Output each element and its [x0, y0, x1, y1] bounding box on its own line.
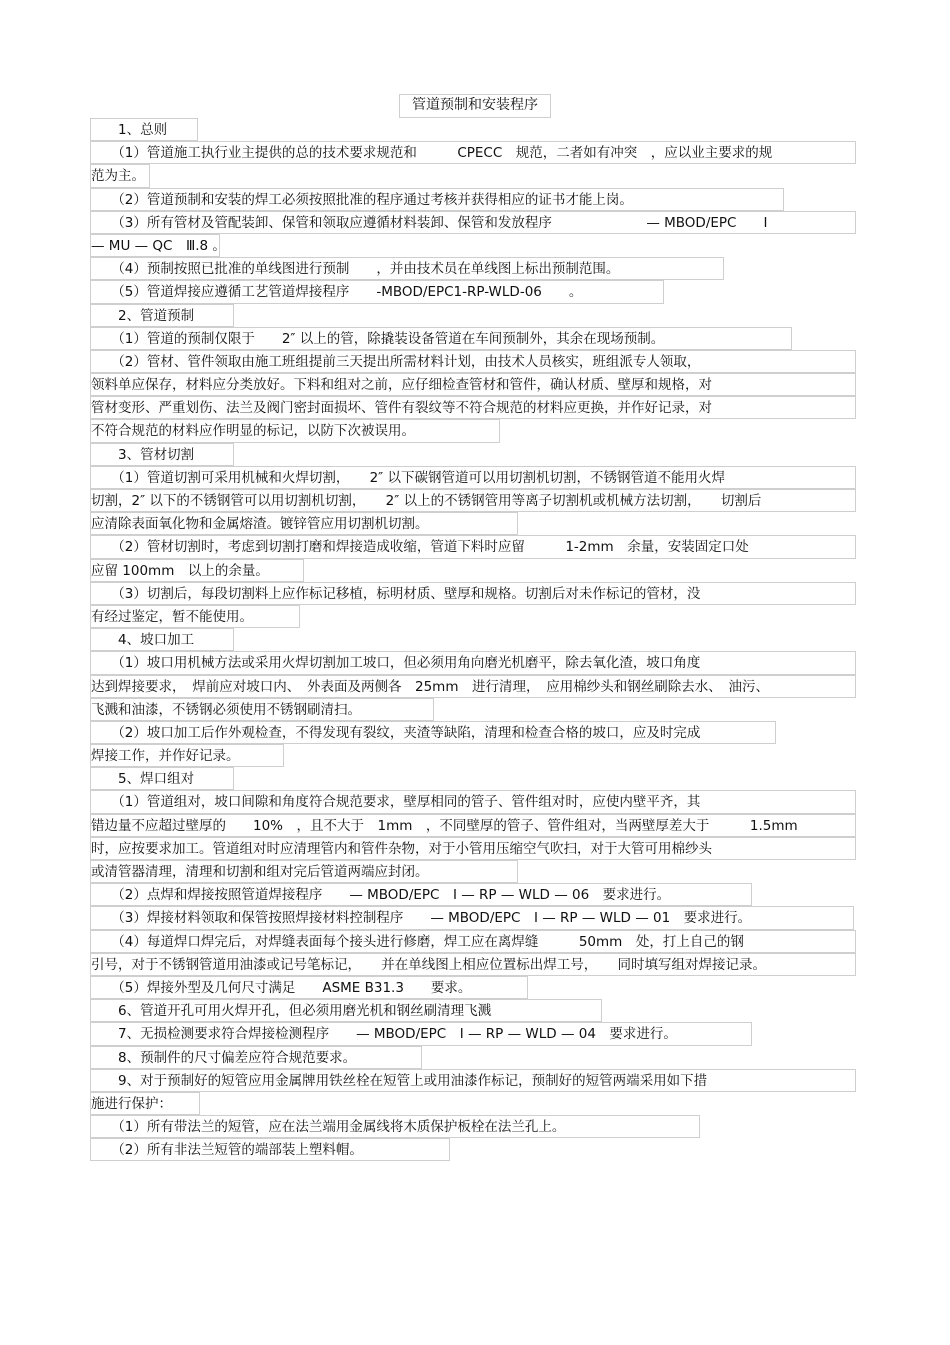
text-line: 4、坡口加工	[90, 628, 234, 651]
text-line: （1）管道施工执行业主提供的总的技术要求规范和 CPECC 规范，二者如有冲突 ，应以业主要求的规	[90, 141, 856, 164]
text-line: 施进行保护：	[90, 1092, 200, 1115]
text-line: 7、无损检测要求符合焊接检测程序 — MBOD/EPC Ⅰ — RP — WLD — 04 要求进行。	[90, 1022, 752, 1045]
text-line: （3）焊接材料领取和保管按照焊接材料控制程序 — MBOD/EPC Ⅰ — RP — WLD — 01 要求进行。	[90, 906, 854, 929]
text-line: 应留 100mm 以上的余量。	[90, 559, 304, 582]
text-line: （1）管道的预制仅限于 2″ 以上的管，除撬装设备管道在车间预制外，其余在现场预制。	[90, 327, 792, 350]
text-line: 不符合规范的材料应作明显的标记，以防下次被误用。	[90, 419, 500, 442]
text-line: （4）预制按照已批准的单线图进行预制 ，并由技术员在单线图上标出预制范围。	[90, 257, 724, 280]
text-line: 有经过鉴定，暂不能使用。	[90, 605, 300, 628]
text-line: （2）管材、管件领取由施工班组提前三天提出所需材料计划，由技术人员核实，班组派专人领取，	[90, 350, 856, 373]
document-title: 管道预制和安装程序	[399, 94, 551, 118]
text-line: （1）所有带法兰的短管，应在法兰端用金属线将木质保护板栓在法兰孔上。	[90, 1115, 700, 1138]
text-line: 应清除表面氧化物和金属熔渣。镀锌管应用切割机切割。	[90, 512, 518, 535]
text-line: （2）点焊和焊接按照管道焊接程序 — MBOD/EPC Ⅰ — RP — WLD — 06 要求进行。	[90, 883, 752, 906]
text-line: 8、预制件的尺寸偏差应符合规范要求。	[90, 1046, 422, 1069]
text-line: （1）管道切割可采用机械和火焊切割， 2″ 以下碳钢管道可以用切割机切割，不锈钢管道不能用火焊	[90, 466, 856, 489]
text-line: （2）管材切割时，考虑到切割打磨和焊接造成收缩，管道下料时应留 1-2mm 余量，安装固定口处	[90, 535, 856, 558]
text-line: 1、总则	[90, 118, 198, 141]
text-line: 错边量不应超过壁厚的 10% ，且不大于 1mm ，不同壁厚的管子、管件组对，当两壁厚差大于 1.5mm	[90, 814, 856, 837]
text-line: 时，应按要求加工。管道组对时应清理管内和管件杂物，对于小管用压缩空气吹扫，对于大管可用棉纱头	[90, 837, 856, 860]
text-line: 飞溅和油漆，不锈钢必须使用不锈钢刷清扫。	[90, 698, 434, 721]
text-line: 领料单应保存，材料应分类放好。下料和组对之前，应仔细检查管材和管件，确认材质、壁厚和规格，对	[90, 373, 856, 396]
text-line: （1）管道组对，坡口间隙和角度符合规范要求，壁厚相同的管子、管件组对时，应使内壁平齐，其	[90, 790, 856, 813]
text-line: 切割，2″ 以下的不锈钢管可以用切割机切割， 2″ 以上的不锈钢管用等离子切割机或机械方法切割， 切割后	[90, 489, 856, 512]
text-line: （3）所有管材及管配装卸、保管和领取应遵循材料装卸、保管和发放程序 — MBOD/EPC Ⅰ	[90, 211, 856, 234]
text-line: 焊接工作，并作好记录。	[90, 744, 284, 767]
text-line: 5、焊口组对	[90, 767, 234, 790]
text-line: （5）管道焊接应遵循工艺管道焊接程序 -MBOD/EPC1-RP-WLD-06 。	[90, 280, 664, 303]
text-line: — MU — QC Ⅲ.8 。	[90, 234, 220, 257]
text-line: （4）每道焊口焊完后，对焊缝表面每个接头进行修磨，焊工应在离焊缝 50mm 处，打上自己的钢	[90, 930, 856, 953]
text-line: （3）切割后，每段切割料上应作标记移植，标明材质、壁厚和规格。切割后对未作标记的管材，没	[90, 582, 856, 605]
text-line: （2）坡口加工后作外观检查，不得发现有裂纹，夹渣等缺陷，清理和检查合格的坡口，应及时完成	[90, 721, 776, 744]
document-body	[90, 118, 860, 1161]
text-line: 3、管材切割	[90, 443, 234, 466]
text-line: （5）焊接外型及几何尺寸满足 ASME B31.3 要求。	[90, 976, 528, 999]
text-line: 9、对于预制好的短管应用金属牌用铁丝栓在短管上或用油漆作标记，预制好的短管两端采用如下措	[90, 1069, 856, 1092]
text-line: （2）所有非法兰短管的端部装上塑料帽。	[90, 1138, 450, 1161]
text-line: 6、管道开孔可用火焊开孔，但必须用磨光机和钢丝刷清理飞溅	[90, 999, 602, 1022]
text-line: （2）管道预制和安装的焊工必须按照批准的程序通过考核并获得相应的证书才能上岗。	[90, 188, 784, 211]
text-line: 管材变形、严重划伤、法兰及阀门密封面损坏、管件有裂纹等不符合规范的材料应更换，并作好记录，对	[90, 396, 856, 419]
text-line: （1）坡口用机械方法或采用火焊切割加工坡口，但必须用角向磨光机磨平，除去氧化渣，坡口角度	[90, 651, 856, 674]
text-line: 达到焊接要求， 焊前应对坡口内、 外表面及两侧各 25mm 进行清理， 应用棉纱头和钢丝刷除去水、 油污、	[90, 675, 856, 698]
text-line: 引号，对于不锈钢管道用油漆或记号笔标记， 并在单线图上相应位置标出焊工号， 同时填写组对焊接记录。	[90, 953, 856, 976]
text-line: 或清管器清理，清理和切割和组对完后管道两端应封闭。	[90, 860, 518, 883]
text-line: 2、管道预制	[90, 304, 234, 327]
text-line: 范为主。	[90, 164, 150, 187]
